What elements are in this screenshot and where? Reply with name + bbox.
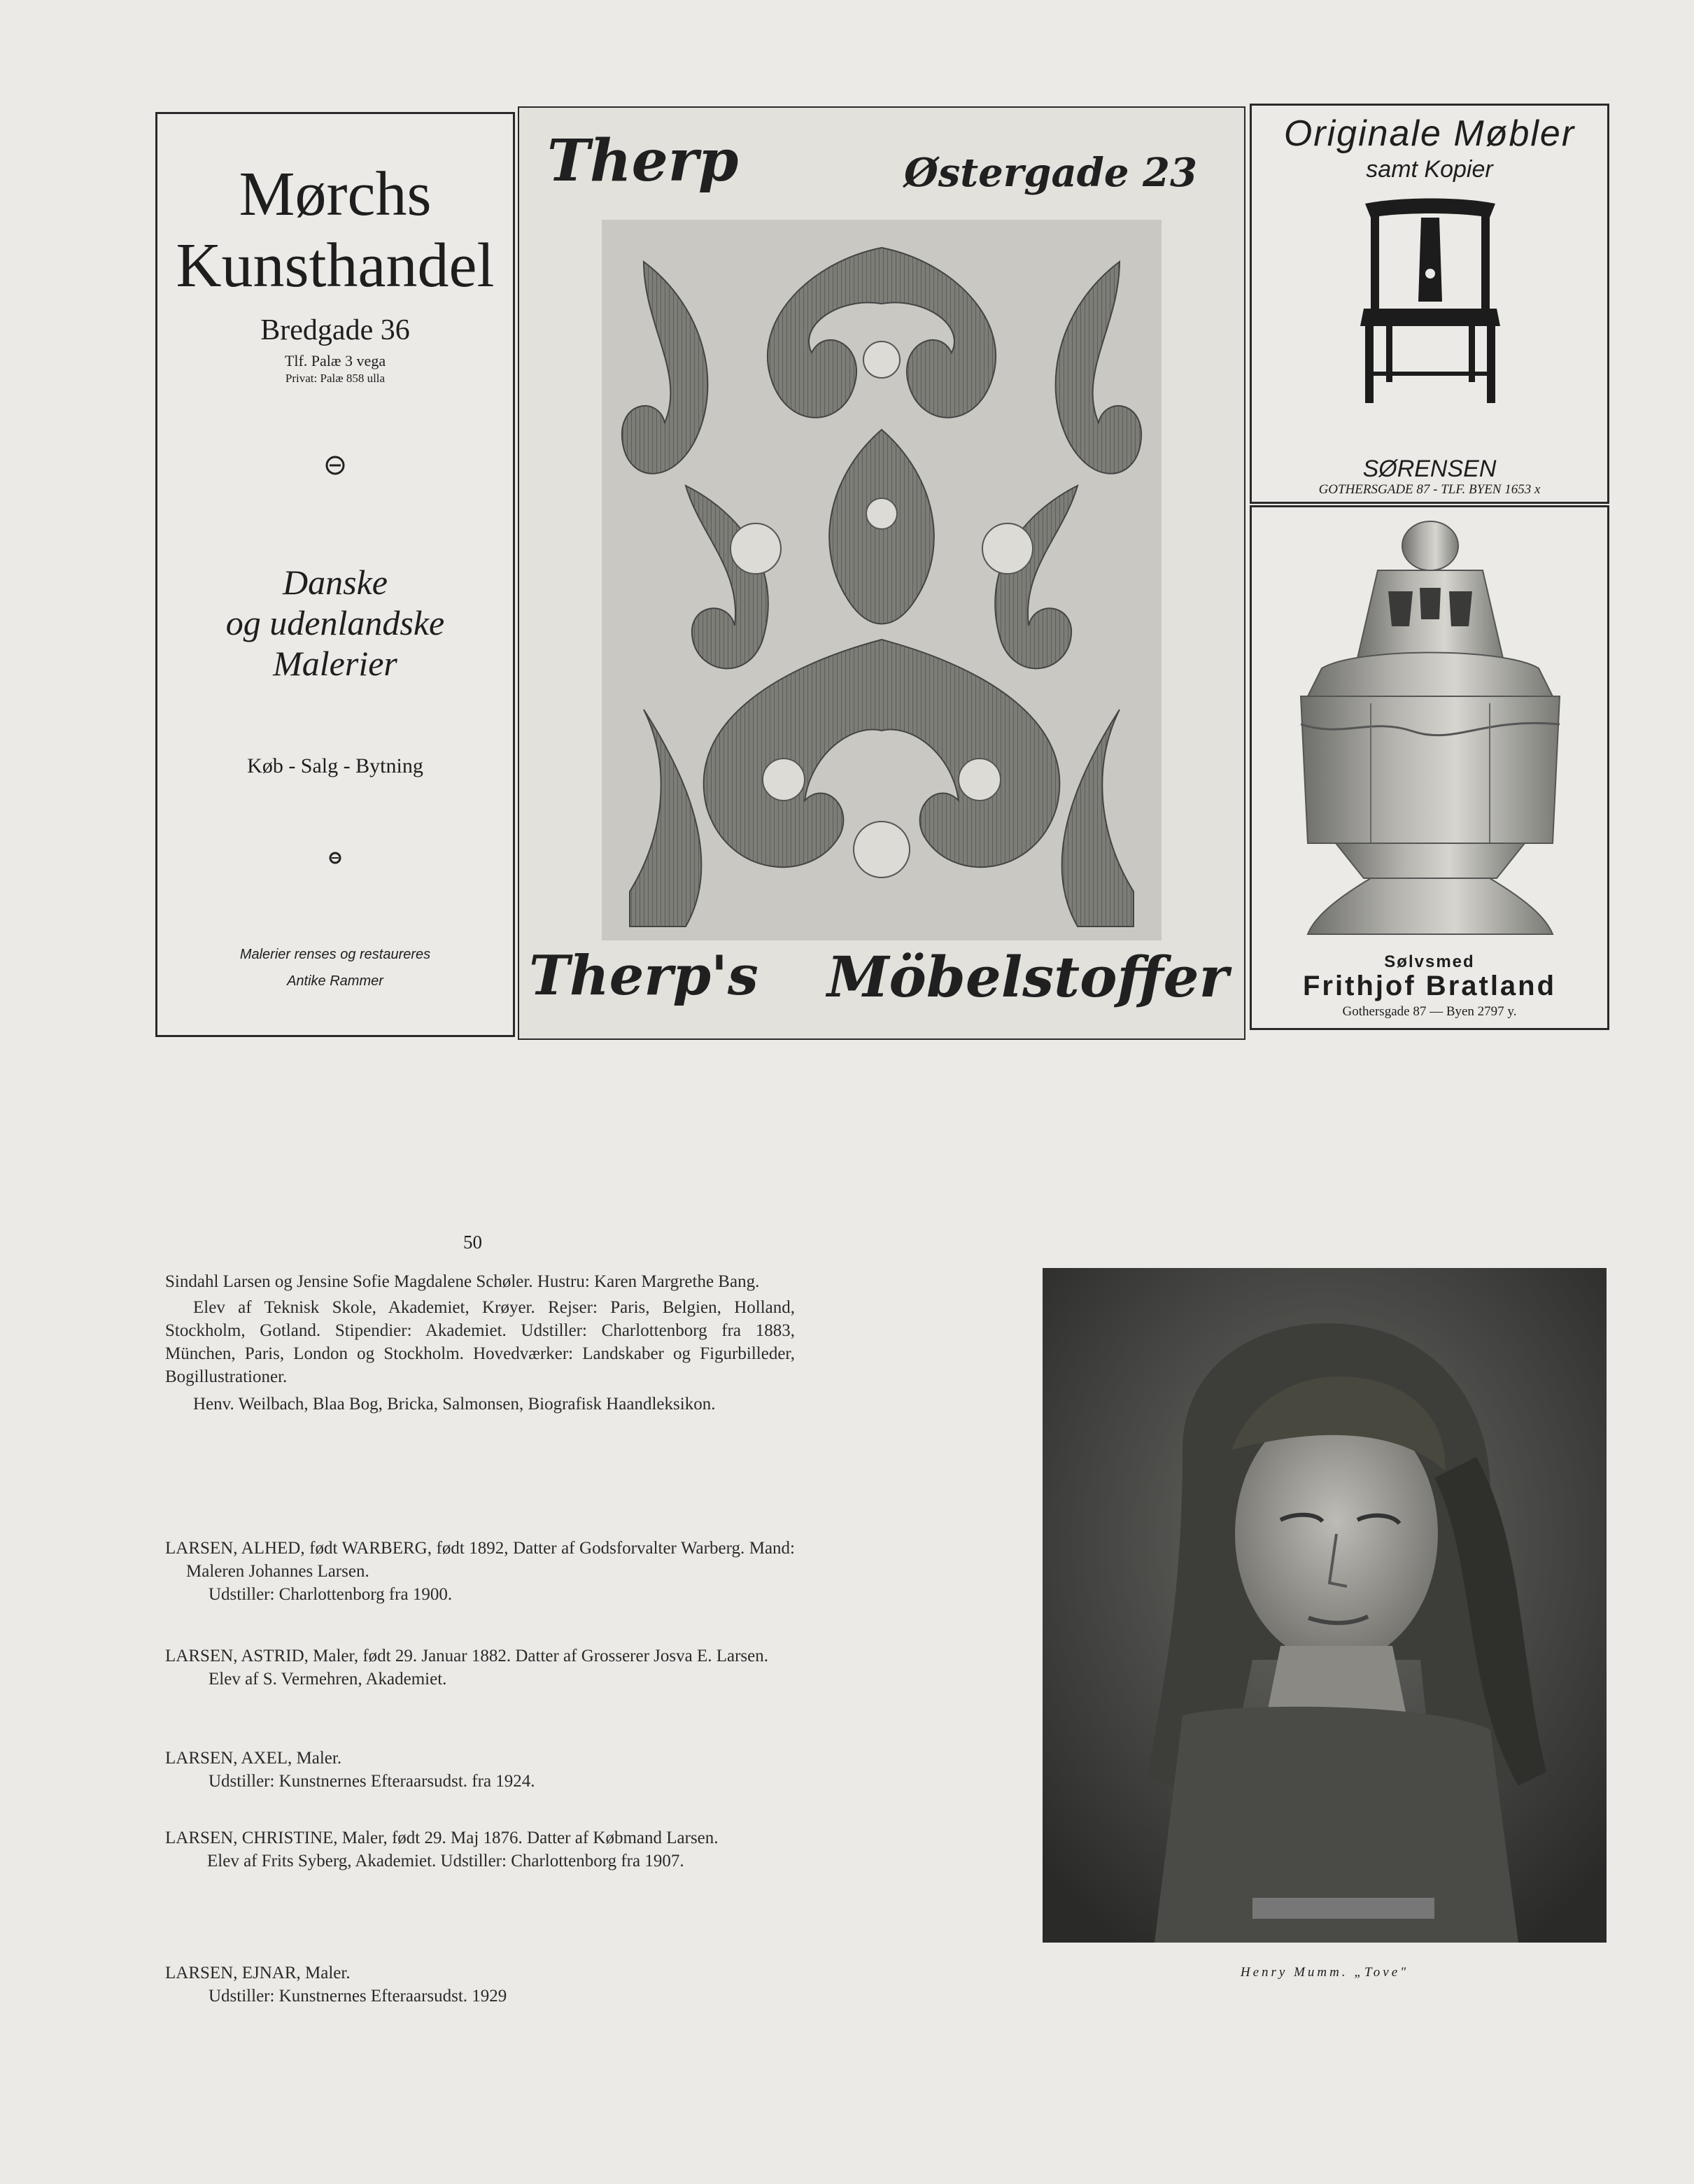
ad-morch-private-phone: Privat: Palæ 858 ulla: [285, 372, 386, 385]
entry-heading: LARSEN, ASTRID, Maler, født 29. Januar 1882. Datter af Grosserer Josva E. Larsen.: [165, 1647, 768, 1665]
painting-caption: Henry Mumm. „Tove": [1240, 1965, 1409, 1980]
ornament-icon: [157, 453, 513, 481]
ad-morchs-kunsthandel: [155, 112, 515, 1037]
entry-heading: LARSEN, AXEL, Maler.: [165, 1749, 342, 1768]
paragraph: Sindahl Larsen og Jensine Sofie Magdalene Schøler. Hustru: Karen Margrethe Bang.: [165, 1272, 760, 1291]
ad-morch-services: Køb - Salg - Bytning: [247, 754, 423, 777]
entry-detail: Elev af Frits Syberg, Akademiet. Udstiller: Charlottenborg fra 1907.: [207, 1852, 684, 1871]
ad-sorensen-subhead: samt Kopier: [1366, 156, 1493, 183]
text-column-top: [165, 1270, 795, 1416]
ad-morch-name-line1: Mørchs: [239, 160, 432, 229]
ad-bratland-title: Sølvsmed: [1384, 952, 1475, 971]
ad-sorensen-address: GOTHERSGADE 87 - TLF. BYEN 1653 x: [1318, 482, 1541, 497]
entry-larsen-christine: [165, 1826, 795, 1873]
paragraph: Henv. Weilbach, Blaa Bog, Bricka, Salmonsen, Biografisk Haandleksikon.: [193, 1395, 716, 1414]
entry-heading: LARSEN, CHRISTINE, Maler, født 29. Maj 1876. Datter af Købmand Larsen.: [165, 1829, 719, 1847]
ornament-small-icon: [157, 850, 513, 869]
ad-therp-footer-right: Möbelstoffer: [827, 944, 1229, 1010]
entry-larsen-alhed: [165, 1537, 795, 1606]
silver-urn-image: [1273, 514, 1588, 948]
ad-morch-address: Bredgade 36: [260, 314, 410, 346]
ad-morch-note2: Antike Rammer: [287, 973, 383, 989]
entry-heading: LARSEN, EJNAR, Maler.: [165, 1964, 351, 1982]
ad-therp-footer-left: Therp's: [529, 944, 758, 1008]
entry-larsen-astrid: [165, 1644, 795, 1691]
tagline-line: og udenlandske: [225, 603, 445, 642]
ad-bratland-address: Gothersgade 87 — Byen 2797 y.: [1342, 1004, 1517, 1019]
entry-larsen-ejnar: [165, 1961, 795, 2008]
entry-detail: Elev af S. Vermehren, Akademiet.: [209, 1670, 447, 1689]
ad-therp-brand: Therp: [547, 127, 739, 195]
ad-sorensen-headline: Originale Møbler: [1283, 113, 1576, 154]
ad-sorensen: [1250, 104, 1609, 504]
entry-detail: Udstiller: Charlottenborg fra 1900.: [209, 1585, 453, 1604]
tagline-line: Danske: [283, 563, 388, 602]
ad-morch-note1: Malerier renses og restaureres: [239, 947, 431, 962]
entry-larsen-axel: [165, 1747, 795, 1793]
ad-bratland-name: Frithjof Bratland: [1302, 971, 1557, 1001]
ad-morch-name-line2: Kunsthandel: [176, 231, 495, 300]
entry-heading: LARSEN, ALHED, født WARBERG, født 1892, Datter af Godsforvalter Warberg. Mand: Maleren Johannes Larsen.: [165, 1539, 795, 1581]
chair-icon: [1357, 197, 1504, 407]
paragraph: Elev af Teknisk Skole, Akademiet, Krøyer. Rejser: Paris, Belgien, Holland, Stockholm, Gotland. Stipendier: Akademiet. Udstiller: Charlottenborg fra 1883, München, Paris, London og Stockholm. Hovedværker: Landskaber og Figurbilleder, Bogillustrationer.: [165, 1298, 795, 1386]
ad-therp: [518, 106, 1245, 1040]
ad-therp-address: Østergade 23: [904, 150, 1197, 196]
ad-frithjof-bratland: [1250, 505, 1609, 1030]
painting-image: [1043, 1268, 1607, 1943]
tagline-line: Malerier: [273, 644, 397, 683]
ad-morch-tagline: [157, 562, 513, 684]
page-number: 50: [463, 1232, 482, 1253]
ad-sorensen-name: SØRENSEN: [1362, 456, 1497, 482]
entry-detail: Udstiller: Kunstnernes Efteraarsudst. 1929: [209, 1987, 507, 2006]
entry-detail: Udstiller: Kunstnernes Efteraarsudst. fra 1924.: [209, 1772, 535, 1791]
ad-morch-phone: Tlf. Palæ 3 vega: [284, 352, 386, 369]
fabric-pattern-image: [602, 220, 1162, 940]
